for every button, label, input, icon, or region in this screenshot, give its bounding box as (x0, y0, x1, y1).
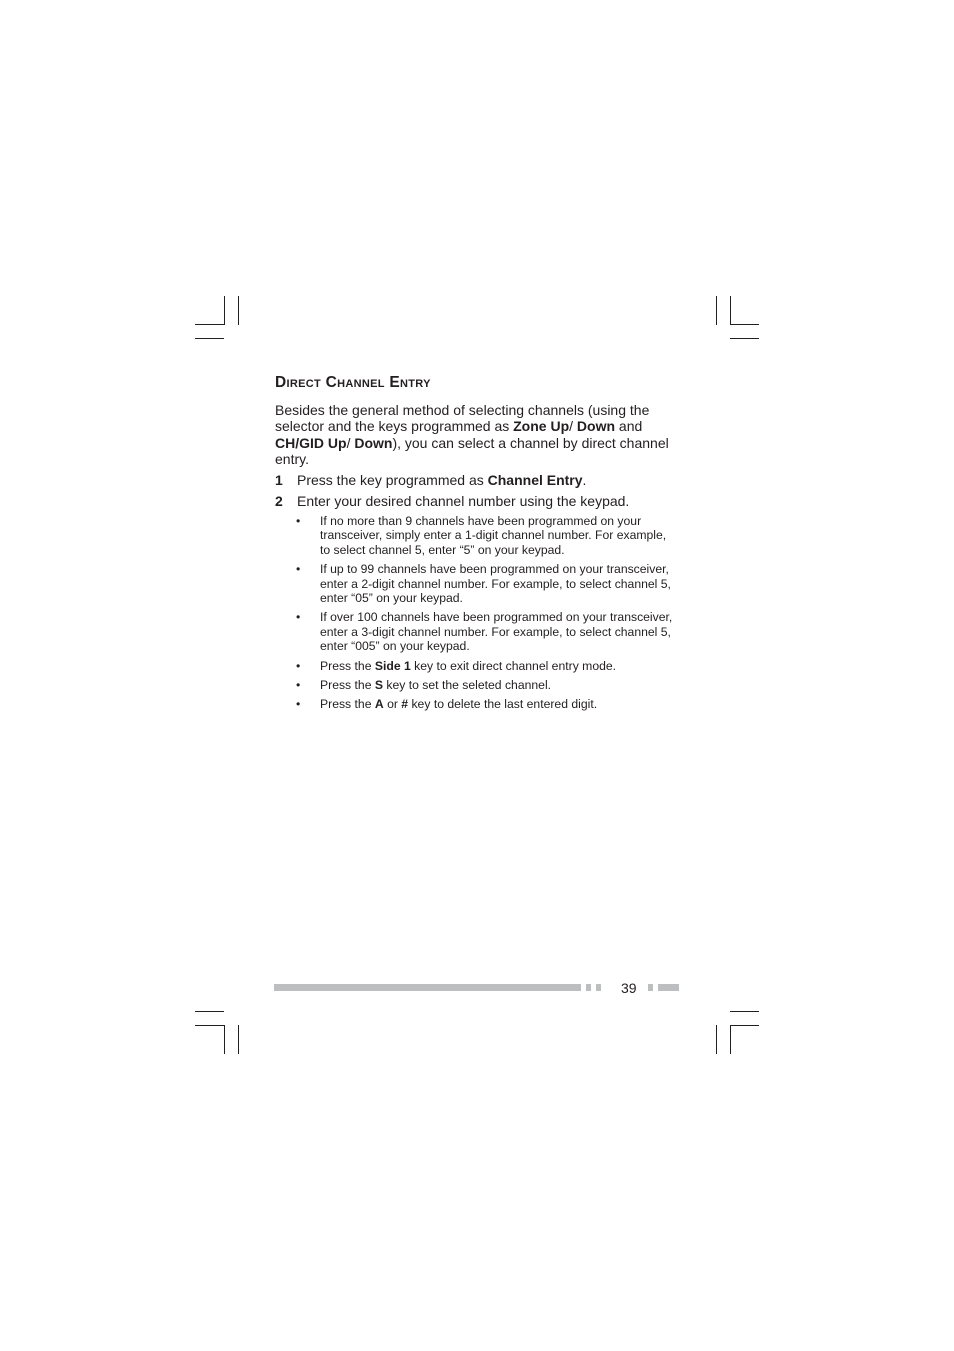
bullet-icon: • (296, 610, 301, 625)
crop-mark (716, 296, 717, 325)
crop-mark (238, 296, 239, 325)
list-item: • Press the Side 1 key to exit direct channel entry mode. (296, 658, 617, 673)
key-name: Down (576, 418, 616, 435)
bullet-list (275, 514, 675, 712)
key-name: Down (354, 434, 393, 451)
step-item: 2 Enter your desired channel number using the keypad. (275, 492, 630, 509)
key-name: A (374, 697, 384, 712)
footer-bar-segment (648, 984, 653, 991)
footer-bar-segment (596, 984, 601, 991)
list-item: • Press the A or # key to delete the last entered digit. (296, 697, 598, 712)
page-number: 39 (621, 980, 637, 996)
key-name: CH/GID Up (275, 434, 347, 451)
crop-mark (238, 1025, 239, 1054)
footer-bar (274, 984, 581, 991)
crop-mark (716, 1025, 717, 1054)
list-item: • If over 100 channels have been programmed on your transceiver, enter a 3-digit channel number. For example, to select channel 5, enter “005” on your keypad. (296, 610, 673, 654)
footer-bar-segment (586, 984, 591, 991)
crop-mark (195, 1011, 224, 1012)
bullet-icon: • (296, 697, 301, 712)
crop-mark (730, 1025, 759, 1026)
crop-mark (730, 296, 731, 325)
section-content (275, 374, 675, 717)
list-item: • If no more than 9 channels have been programmed on your transceiver, simply enter a 1-digit channel number. For example, to select channel 5, enter “5” on your keypad. (296, 513, 667, 557)
section-title: Direct Channel Entry (275, 374, 431, 391)
step-item: 1 Press the key programmed as Channel Entry. (275, 472, 587, 489)
bullet-icon: • (296, 658, 301, 673)
bullet-icon: • (296, 562, 301, 577)
crop-mark (224, 1025, 225, 1054)
crop-mark (730, 338, 759, 339)
key-name: # (401, 697, 409, 712)
list-item: • If up to 99 channels have been programmed on your transceiver, enter a 2-digit channel number. For example, to select channel 5, enter “05” on your keypad. (296, 562, 671, 606)
step-number: 1 (275, 472, 283, 489)
list-item: • Press the S key to set the seleted channel. (296, 677, 552, 692)
step-number: 2 (275, 492, 283, 509)
crop-mark (195, 1025, 224, 1026)
key-name: S (374, 677, 384, 692)
bullet-icon: • (296, 513, 301, 528)
crop-mark (730, 324, 759, 325)
key-name: Channel Entry (487, 472, 583, 489)
key-name: Zone Up (513, 418, 570, 435)
crop-mark (224, 296, 225, 325)
key-name: Side 1 (374, 658, 411, 673)
crop-mark (730, 1025, 731, 1054)
crop-mark (195, 324, 224, 325)
bullet-icon: • (296, 677, 301, 692)
footer-bar-segment (658, 984, 679, 991)
crop-mark (195, 338, 224, 339)
steps-list (275, 472, 675, 509)
intro-paragraph: Besides the general method of selecting channels (using the selector and the keys programmed as Zone Up/ Down and CH/GID Up/ Down), you can select a channel by direct channel entry. (275, 402, 669, 467)
crop-mark (730, 1011, 759, 1012)
